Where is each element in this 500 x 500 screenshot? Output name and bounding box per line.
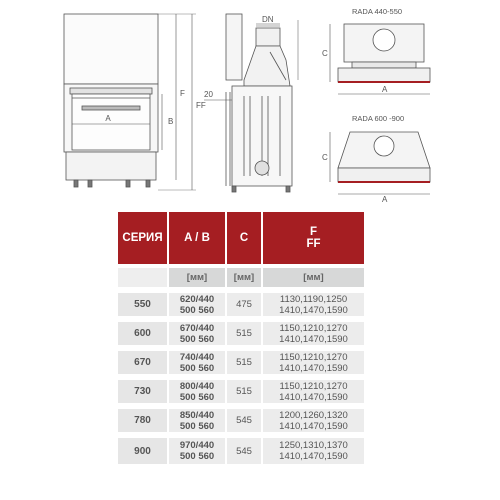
ab-cell — [168, 348, 226, 377]
unit-f: [мм] — [262, 268, 364, 290]
table-row — [118, 319, 364, 348]
series-cell: 730 — [118, 377, 168, 406]
dim-label-b-front: B — [168, 117, 174, 126]
header-f: F — [309, 226, 318, 238]
ab-line-1: 800/440 — [179, 380, 215, 392]
dim-label-ff: FF — [196, 101, 206, 110]
dim-label-20: 20 — [204, 90, 213, 99]
ab-cell — [168, 377, 226, 406]
dim-label-c-top: C — [322, 49, 328, 58]
dim-label-c-bottom: C — [322, 153, 328, 162]
ab-line-1: 850/440 — [179, 409, 215, 421]
table-row — [118, 348, 364, 377]
series-cell: 670 — [118, 348, 168, 377]
rada-label-bottom: RADA 600 -900 — [352, 114, 405, 123]
top-view-600-900 — [330, 132, 430, 194]
f-ff-cell — [262, 319, 364, 348]
f-ff-cell — [262, 377, 364, 406]
ab-cell — [168, 406, 226, 435]
units-row — [118, 268, 364, 290]
ff-line: 1410,1470,1590 — [279, 420, 348, 432]
table-row — [118, 290, 364, 319]
f-ff-cell — [262, 435, 364, 464]
table-header-row — [118, 212, 364, 264]
dim-label-a-top: A — [382, 85, 388, 94]
f-ff-cell — [262, 406, 364, 435]
header-f-ff — [262, 212, 364, 264]
ab-line-2: 500 560 — [179, 451, 215, 462]
ff-line: 1410,1470,1590 — [279, 333, 348, 345]
c-cell: 515 — [226, 319, 262, 348]
f-line: 1150,1210,1270 — [279, 380, 348, 392]
ab-line-2: 500 560 — [179, 362, 215, 374]
dim-label-a-front: A — [105, 114, 111, 123]
f-ff-cell — [262, 348, 364, 377]
table-row — [118, 377, 364, 406]
ab-line-2: 500 560 — [179, 333, 215, 345]
series-cell: 550 — [118, 290, 168, 319]
f-line: 1200,1260,1320 — [279, 409, 348, 421]
unit-ab: [мм] — [168, 268, 226, 290]
header-c: C — [226, 212, 262, 264]
c-cell: 515 — [226, 348, 262, 377]
series-cell: 600 — [118, 319, 168, 348]
ab-cell — [168, 319, 226, 348]
f-line: 1130,1190,1250 — [279, 293, 348, 305]
rada-label-top: RADA 440-550 — [352, 7, 403, 16]
f-line: 1250,1310,1370 — [279, 440, 348, 451]
f-ff-cell — [262, 290, 364, 319]
ab-cell — [168, 290, 226, 319]
dim-label-a-bottom: A — [382, 195, 388, 204]
series-cell: 780 — [118, 406, 168, 435]
dim-label-f: F — [180, 89, 185, 98]
c-cell: 475 — [226, 290, 262, 319]
header-ff: FF — [306, 238, 321, 250]
unit-series-empty — [118, 268, 168, 290]
f-line: 1150,1210,1270 — [279, 322, 348, 334]
side-view — [204, 14, 298, 192]
series-cell: 900 — [118, 435, 168, 464]
ff-line: 1410,1470,1590 — [279, 362, 348, 374]
front-view — [64, 14, 196, 190]
ab-line-1: 670/440 — [179, 322, 215, 334]
dim-label-dn: DN — [262, 15, 274, 24]
c-cell: 545 — [226, 406, 262, 435]
fireplace-technical-drawing — [0, 0, 500, 205]
ff-line: 1410,1470,1590 — [279, 304, 348, 316]
header-series: СЕРИЯ — [118, 212, 168, 264]
header-ab: A / B — [168, 212, 226, 264]
ff-line: 1410,1470,1590 — [279, 391, 348, 403]
ab-line-1: 620/440 — [179, 293, 215, 305]
specifications-table — [118, 212, 364, 464]
f-line: 1150,1210,1270 — [279, 351, 348, 363]
ff-line: 1410,1470,1590 — [279, 451, 348, 462]
ab-line-1: 740/440 — [179, 351, 215, 363]
ab-line-2: 500 560 — [179, 420, 215, 432]
table-body — [118, 290, 364, 464]
c-cell: 515 — [226, 377, 262, 406]
ab-line-2: 500 560 — [179, 304, 215, 316]
table-row — [118, 406, 364, 435]
ab-cell — [168, 435, 226, 464]
ab-line-2: 500 560 — [179, 391, 215, 403]
ab-line-1: 970/440 — [179, 440, 215, 451]
c-cell: 545 — [226, 435, 262, 464]
table-row — [118, 435, 364, 464]
top-view-440-550 — [330, 24, 430, 94]
unit-c: [мм] — [226, 268, 262, 290]
